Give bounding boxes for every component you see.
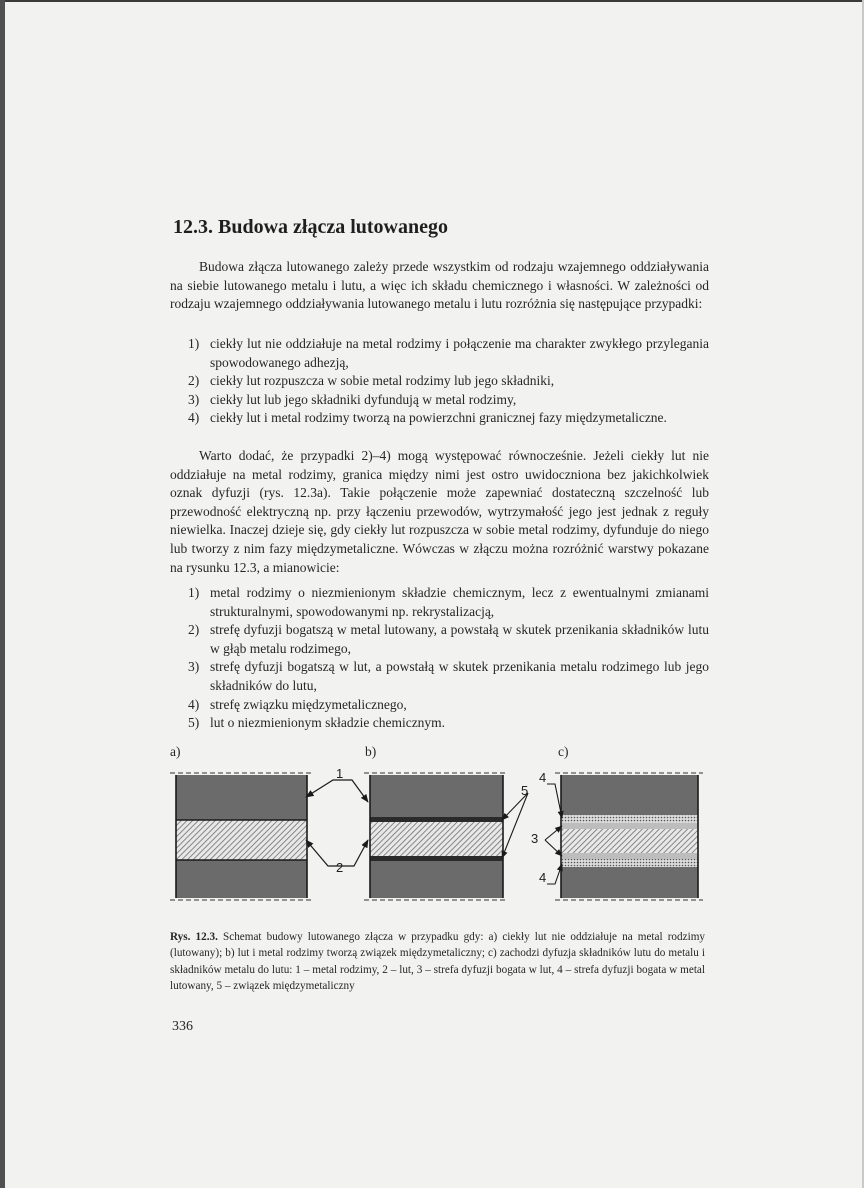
intermetallic-zone-bottom <box>370 856 503 861</box>
sublabel-a: a) <box>170 744 181 759</box>
callout-4-bottom <box>539 864 562 885</box>
list-item: 5) lut o niezmienionym składzie chemicznym. <box>188 715 446 731</box>
solder-layer <box>176 820 307 860</box>
panel-b <box>364 773 508 900</box>
list-item: 4) ciekły lut i metal rodzimy tworzą na powierzchni granicznej fazy międzymetaliczne. <box>188 410 667 426</box>
list-item: 2) strefę dyfuzji bogatszą w metal lutowany, a powstałą w skutek przenikania składników lutu w głąb metalu rodzimego, <box>188 622 709 656</box>
caption-text: Schemat budowy lutowanego złącza w przypadku gdy: a) ciekły lut nie oddziałuje na metal rodzimy (lutowany); b) lut i metal rodzimy tworzą związek międzymetaliczny; c) zachodzi dyfuzja składników lutu do metalu i składników metalu do lutu: 1 – metal rodzimy, 2 – lut, 3 – strefa dyfuzji bogata w lut, 4 – strefa dyfuzji bogata w metal lutowany, 5 – związek międzymetaliczny <box>170 931 705 993</box>
page-number: 336 <box>172 1019 193 1034</box>
diffusion-zone-solder-top <box>561 823 698 829</box>
intro-paragraph: Budowa złącza lutowanego zależy przede wszystkim od rodzaju wzajemnego oddziaływania na siebie lutowanego metalu i lutu, a więc ich składu chemicznego i własności. W zależności od rodzaju wzajemnego oddziaływania lutowanego metalu i lutu rozróżnia się następujące przypadki: <box>170 259 709 312</box>
list-item: 1) metal rodzimy o niezmienionym składzie chemicznym, lecz z ewentualnymi zmianami strukturalnymi, spowodowanymi np. rekrystalizacją, <box>188 585 709 619</box>
list-item: 3) ciekły lut lub jego składniki dyfundują w metal rodzimy, <box>188 391 517 407</box>
list-item: 4) strefę związku międzymetalicznego, <box>188 696 407 712</box>
callout-label-2: 2 <box>336 860 344 875</box>
list-item: 3) strefę dyfuzji bogatszą w lut, a powstałą w skutek przenikania metalu rodzimego lub jego składników do lutu, <box>188 659 709 693</box>
panel-a <box>170 773 312 900</box>
diffusion-zone-solder-bottom <box>561 853 698 859</box>
section-heading: 12.3. Budowa złącza lutowanego <box>173 216 448 238</box>
callout-label-4a: 4 <box>539 770 547 785</box>
figure-caption <box>170 929 705 995</box>
body-paragraph: Warto dodać, że przypadki 2)–4) mogą występować równocześnie. Jeżeli ciekły lut nie oddziałuje na metal rodzimy, granica między nimi jest ostro uwidoczniona bez jakichkolwiek oznak dyfuzji (rys. 12.3a). Takie połączenie może zapewniać dostateczną szczelność lub przewodność elektryczną np. przy łączeniu przewodów, wytrzymałość jego jest jednak z reguły niewielka. Inaczej dzieje się, gdy ciekły lut rozpuszcza w sobie metal rodzimy, dyfunduje do niego lub tworzy z nim fazy międzymetaliczne. Wówczas w złączu można rozróżnić warstwy pokazane na rysunku 12.3, a mianowicie: <box>170 448 709 575</box>
callout-label-4b: 4 <box>539 870 547 885</box>
callout-3 <box>531 826 562 856</box>
callout-4-top <box>539 770 562 818</box>
callout-label-5: 5 <box>521 783 529 798</box>
callout-5 <box>502 783 528 858</box>
panel-c <box>555 773 703 900</box>
sublabel-c: c) <box>558 744 569 759</box>
callout-label-1: 1 <box>336 766 344 781</box>
callout-label-3: 3 <box>531 831 539 846</box>
diffusion-zone-metal-bottom <box>561 859 698 867</box>
base-metal-bottom <box>176 860 307 898</box>
list-item: 2) ciekły lut rozpuszcza w sobie metal rodzimy lub jego składniki, <box>188 373 555 389</box>
callout-2 <box>306 840 368 875</box>
diffusion-zone-metal-top <box>561 815 698 823</box>
list-item: 1) ciekły lut nie oddziałuje na metal rodzimy i połączenie ma charakter zwykłego przylegania spowodowanego adhezją, <box>188 336 709 370</box>
caption-prefix: Rys. 12.3. <box>170 931 218 943</box>
base-metal-top <box>176 775 307 820</box>
sublabel-b: b) <box>365 744 377 759</box>
callout-1 <box>306 766 368 802</box>
intermetallic-zone-top <box>370 817 503 822</box>
